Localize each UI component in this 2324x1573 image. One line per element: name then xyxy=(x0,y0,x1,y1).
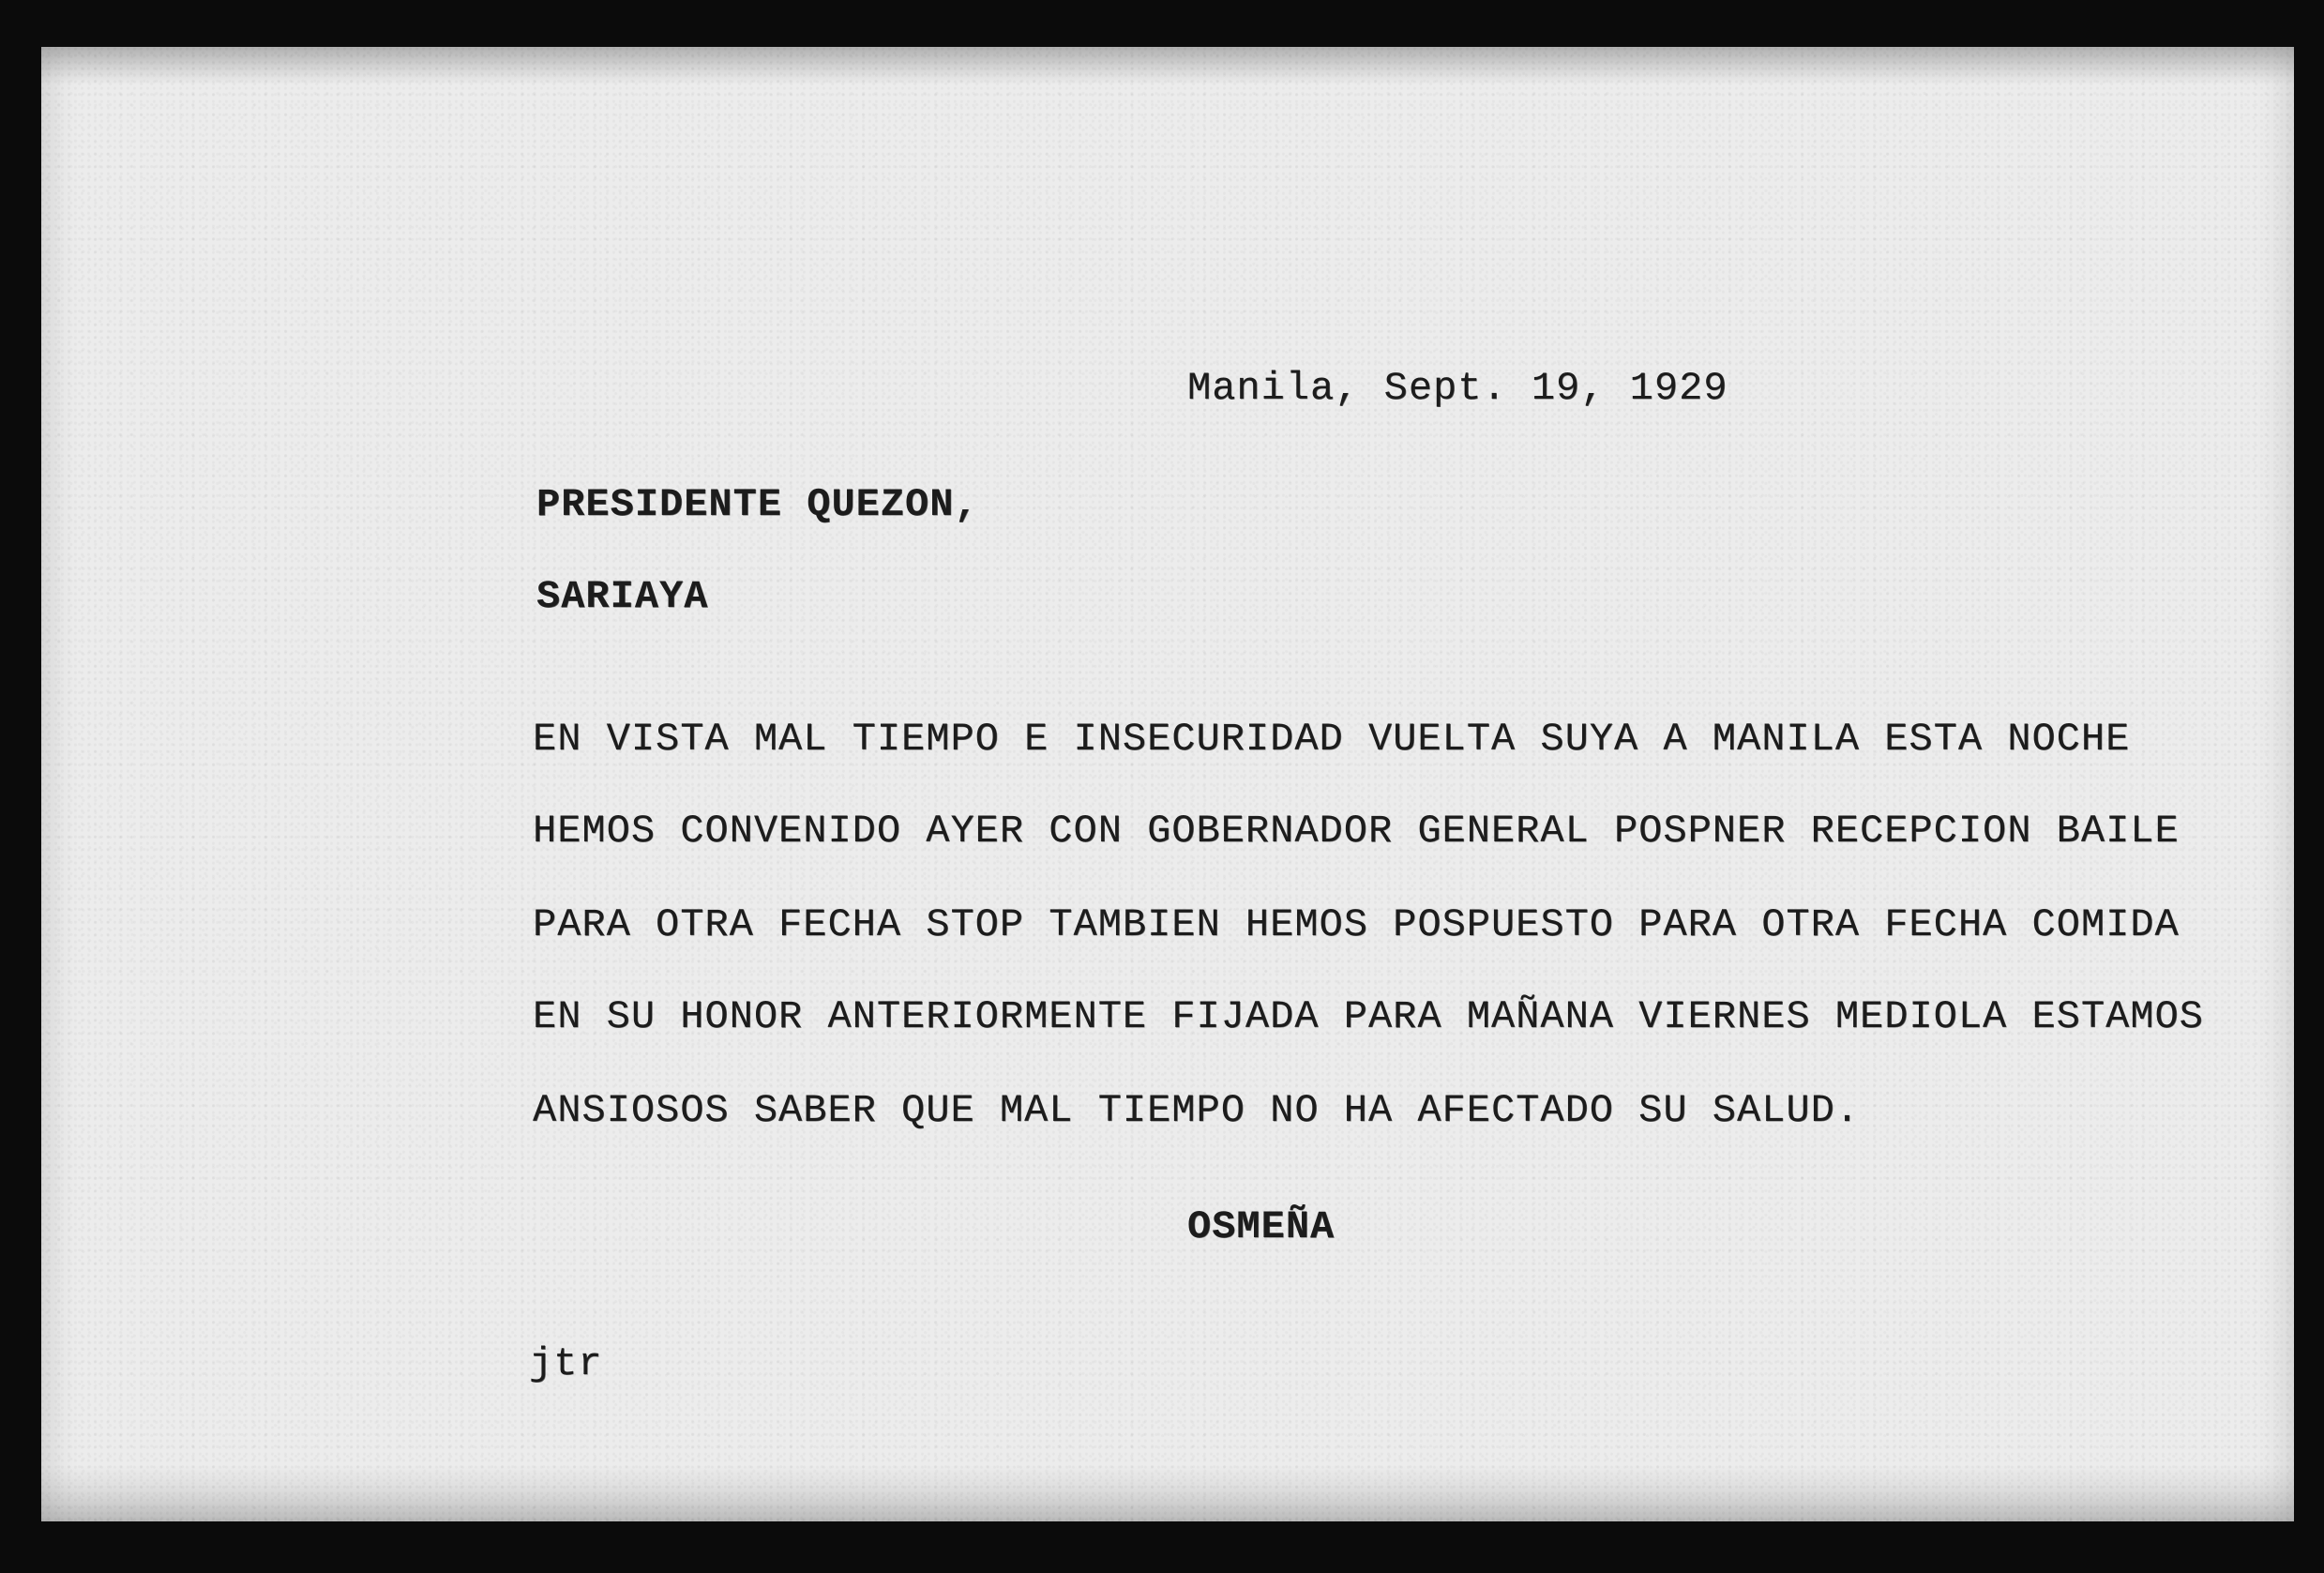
addressee: PRESIDENTE QUEZON, xyxy=(536,482,979,527)
telegram-sheet xyxy=(41,47,2294,1521)
date-line: Manila, Sept. 19, 1929 xyxy=(1187,366,1728,411)
body-line: ANSIOSOS SABER QUE MAL TIEMPO NO HA AFECTADO SU SALUD. xyxy=(533,1088,1861,1133)
body-line: PARA OTRA FECHA STOP TAMBIEN HEMOS POSPUESTO PARA OTRA FECHA COMIDA xyxy=(533,902,2180,947)
addressee-location: SARIAYA xyxy=(536,574,709,619)
body-line: EN VISTA MAL TIEMPO E INSECURIDAD VUELTA SUYA A MANILA ESTA NOCHE xyxy=(533,717,2131,762)
body-line: EN SU HONOR ANTERIORMENTE FIJADA PARA MAÑANA VIERNES MEDIOLA ESTAMOS xyxy=(533,994,2204,1039)
typist-initials: jtr xyxy=(529,1341,603,1386)
signature: OSMEÑA xyxy=(1187,1204,1336,1249)
body-line: HEMOS CONVENIDO AYER CON GOBERNADOR GENERAL POSPNER RECEPCION BAILE xyxy=(533,809,2180,854)
